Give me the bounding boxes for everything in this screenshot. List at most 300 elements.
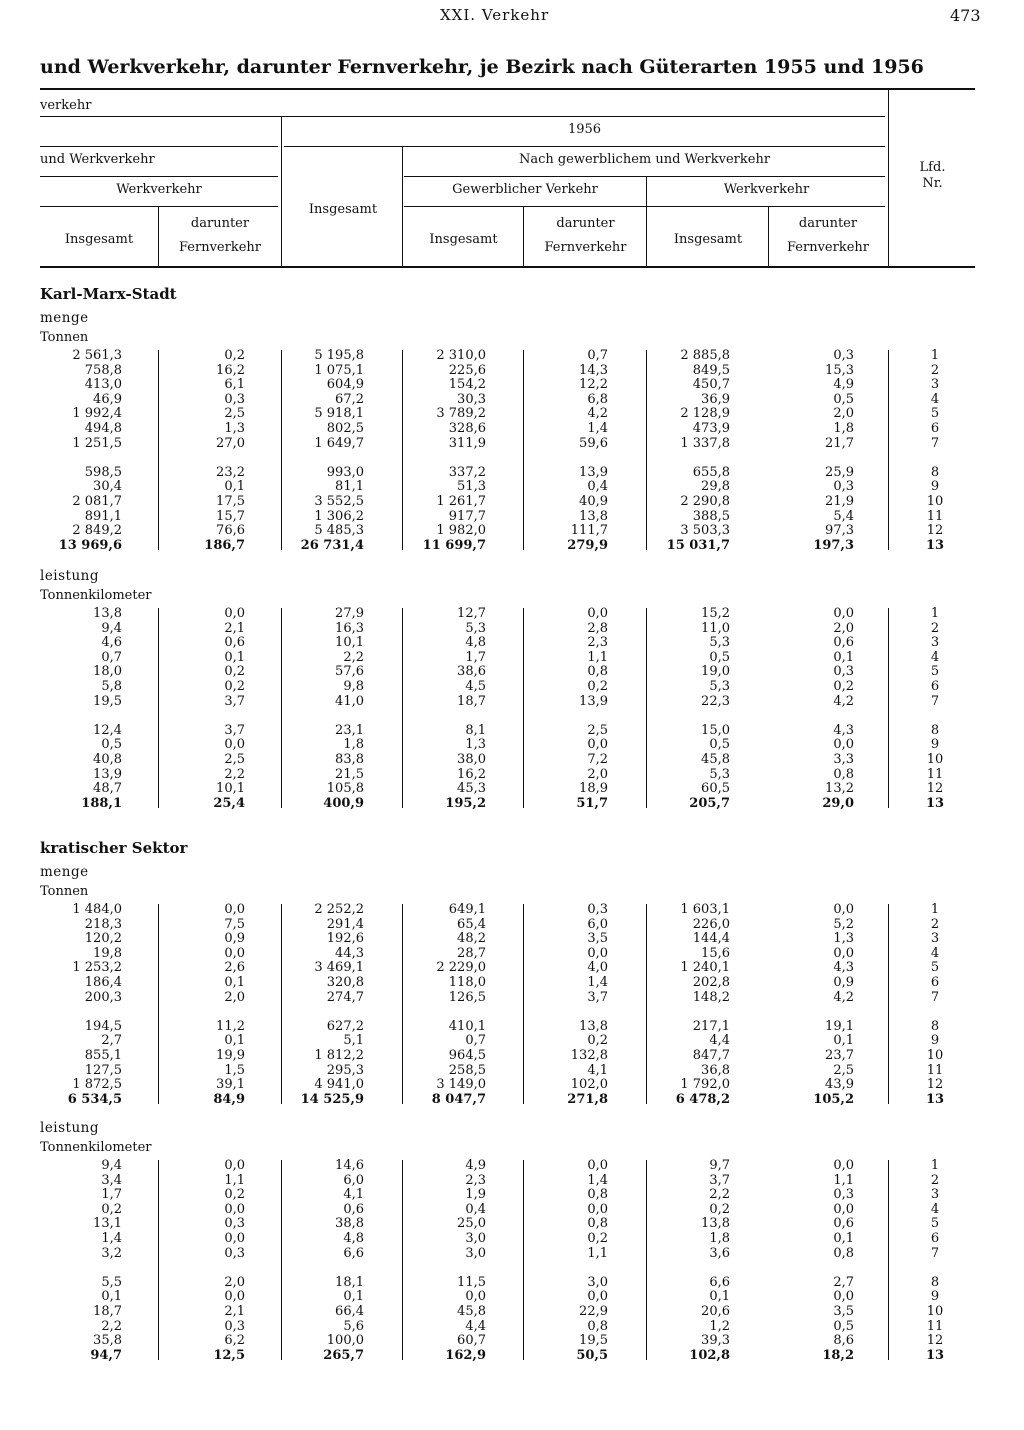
row-number: 7: [930, 435, 940, 451]
table-cell: 2,2: [101, 1318, 122, 1334]
table-row: [0, 1203, 1024, 1218]
table-cell: 6,0: [343, 1172, 364, 1188]
table-cell: 0,1: [833, 1230, 854, 1246]
table-cell: 337,2: [448, 464, 486, 480]
row-number: 4: [930, 945, 940, 961]
row-number: 1: [930, 606, 940, 621]
table-cell: 5,3: [709, 766, 730, 782]
table-row: [0, 1034, 1024, 1049]
table-cell: 19,5: [579, 1333, 608, 1349]
table-cell: 2,7: [101, 1033, 122, 1049]
table-cell: 1 261,7: [436, 493, 486, 509]
table-cell: 59,6: [579, 435, 608, 451]
table-cell: 14 525,9: [300, 1091, 364, 1107]
rule: [523, 608, 524, 808]
table-cell: 2 128,9: [680, 406, 730, 422]
row-gap: [0, 451, 1024, 466]
table-cell: 40,8: [93, 751, 122, 767]
header-darunter-werk: darunter: [798, 216, 858, 231]
table-cell: 84,9: [213, 1091, 245, 1107]
rule: [404, 206, 885, 207]
table-cell: 2,3: [587, 635, 608, 651]
table-cell: 0,0: [833, 606, 854, 621]
table-row: [0, 961, 1024, 976]
table-cell: 4,2: [833, 989, 854, 1005]
table-cell: 13,9: [93, 766, 122, 782]
table-cell: 0,0: [224, 1201, 245, 1217]
table-cell: 2 290,8: [680, 493, 730, 509]
table-row: [0, 364, 1024, 379]
table-cell: 0,0: [833, 902, 854, 917]
table-cell: 993,0: [326, 464, 364, 480]
row-number: 3: [930, 931, 940, 947]
table-cell: 188,1: [81, 795, 122, 811]
row-number: 6: [930, 974, 940, 990]
table-cell: 4,1: [343, 1187, 364, 1203]
table-cell: 1 075,1: [314, 362, 364, 378]
table-cell: 0,6: [343, 1201, 364, 1217]
table-cell: 0,1: [709, 1289, 730, 1305]
total-row: [0, 1093, 1024, 1108]
table-cell: 3,0: [465, 1230, 486, 1246]
table-title: und Werkverkehr, darunter Fernverkehr, je Bezirk nach Güterarten 1955 und 1956: [40, 56, 924, 78]
table-cell: 0,2: [587, 678, 608, 694]
table-cell: 8 047,7: [431, 1091, 486, 1107]
table-cell: 1,3: [465, 737, 486, 753]
table-cell: 202,8: [692, 974, 730, 990]
header-insgesamt-1956: Insgesamt: [308, 202, 378, 217]
table-cell: 60,7: [457, 1333, 486, 1349]
table-cell: 2,7: [833, 1274, 854, 1290]
table-cell: 1,4: [587, 974, 608, 990]
table-cell: 1,4: [587, 1172, 608, 1188]
table-row: [0, 1334, 1024, 1349]
table-cell: 2,5: [833, 1062, 854, 1078]
table-cell: 45,3: [457, 781, 486, 797]
header-darunter-gew: darunter: [556, 216, 615, 231]
table-cell: 2,5: [587, 722, 608, 738]
table-cell: 48,7: [93, 781, 122, 797]
table-cell: 2 849,2: [72, 523, 122, 539]
rule: [284, 146, 885, 147]
row-gap: [0, 1261, 1024, 1276]
table-cell: 11,0: [701, 620, 730, 636]
table-cell: 0,0: [833, 737, 854, 753]
header-insgesamt-gew: Insgesamt: [429, 232, 498, 247]
table-row: [0, 1320, 1024, 1335]
table-cell: 76,6: [216, 523, 245, 539]
table-cell: 65,4: [457, 916, 486, 932]
table-cell: 38,0: [457, 751, 486, 767]
table-row: [0, 947, 1024, 962]
table-cell: 35,8: [93, 1333, 122, 1349]
table-cell: 40,9: [579, 493, 608, 509]
table-row: [0, 510, 1024, 525]
table-cell: 6,2: [224, 1333, 245, 1349]
table-cell: 6 534,5: [67, 1091, 122, 1107]
table-cell: 400,9: [323, 795, 364, 811]
table-cell: 9,8: [343, 678, 364, 694]
row-number: 5: [930, 406, 940, 422]
row-number: 5: [930, 664, 940, 680]
table-cell: 0,1: [224, 1033, 245, 1049]
table-cell: 0,5: [833, 391, 854, 407]
table-cell: 81,1: [335, 479, 364, 495]
table-cell: 917,7: [448, 508, 486, 524]
table-cell: 2 229,0: [436, 960, 486, 976]
table-row: [0, 1020, 1024, 1035]
table-cell: 1 792,0: [680, 1077, 730, 1093]
table-cell: 0,0: [465, 1289, 486, 1305]
block-unit: Tonnen: [40, 330, 89, 345]
table-cell: 7,2: [587, 751, 608, 767]
table-cell: 3,5: [587, 931, 608, 947]
table-cell: 3,0: [465, 1245, 486, 1261]
row-number: 12: [926, 1077, 944, 1093]
rule: [646, 1160, 647, 1360]
table-cell: 5,4: [833, 508, 854, 524]
table-cell: 3 469,1: [314, 960, 364, 976]
table-cell: 2,2: [224, 766, 245, 782]
table-cell: 197,3: [813, 537, 854, 553]
rule: [402, 350, 403, 550]
table-cell: 5,6: [343, 1318, 364, 1334]
table-cell: 41,0: [335, 693, 364, 709]
table-cell: 19,5: [93, 693, 122, 709]
rule: [646, 350, 647, 550]
table-cell: 102,0: [570, 1077, 608, 1093]
table-cell: 0,2: [101, 1201, 122, 1217]
rule: [646, 176, 647, 266]
table-row: [0, 724, 1024, 739]
rule: [646, 904, 647, 1104]
section-title: Karl-Marx-Stadt: [40, 285, 177, 303]
table-cell: 51,3: [457, 479, 486, 495]
table-cell: 1,7: [101, 1187, 122, 1203]
table-row: [0, 349, 1024, 364]
table-cell: 20,6: [701, 1303, 730, 1319]
table-cell: 4,8: [465, 635, 486, 651]
table-cell: 120,2: [84, 931, 122, 947]
rule: [402, 1160, 403, 1360]
row-number: 13: [925, 1347, 945, 1363]
table-row: [0, 695, 1024, 710]
table-cell: 0,8: [833, 766, 854, 782]
rule: [40, 88, 975, 90]
table-cell: 2,6: [224, 960, 245, 976]
table-cell: 1 251,5: [72, 435, 122, 451]
table-cell: 105,2: [813, 1091, 854, 1107]
row-number: 13: [925, 1091, 945, 1107]
table-row: [0, 753, 1024, 768]
rule: [40, 116, 885, 117]
table-cell: 4,5: [465, 678, 486, 694]
table-row: [0, 378, 1024, 393]
row-number: 1: [930, 1158, 940, 1173]
table-cell: 2 885,8: [680, 348, 730, 363]
total-row: [0, 539, 1024, 554]
table-cell: 30,3: [457, 391, 486, 407]
table-cell: 0,2: [224, 348, 245, 363]
table-cell: 2,2: [343, 649, 364, 665]
table-cell: 0,3: [224, 1245, 245, 1261]
table-cell: 320,8: [326, 974, 364, 990]
rule: [404, 176, 885, 177]
table-cell: 4,4: [465, 1318, 486, 1334]
table-cell: 0,0: [587, 737, 608, 753]
table-row: [0, 480, 1024, 495]
table-cell: 105,8: [326, 781, 364, 797]
row-number: 3: [930, 1187, 940, 1203]
table-cell: 3,7: [224, 722, 245, 738]
rule: [402, 146, 403, 266]
table-row: [0, 466, 1024, 481]
table-row: [0, 1247, 1024, 1262]
table-cell: 11,5: [457, 1274, 486, 1290]
rule: [523, 904, 524, 1104]
table-cell: 118,0: [448, 974, 486, 990]
rule: [888, 350, 889, 550]
table-cell: 195,2: [445, 795, 486, 811]
table-cell: 802,5: [326, 420, 364, 436]
table-cell: 4,4: [709, 1033, 730, 1049]
table-cell: 0,0: [224, 1289, 245, 1305]
table-cell: 1 253,2: [72, 960, 122, 976]
table-cell: 1 649,7: [314, 435, 364, 451]
table-row: [0, 1232, 1024, 1247]
data-block: [0, 1159, 1024, 1363]
table-cell: 8,6: [833, 1333, 854, 1349]
rule: [158, 206, 159, 266]
data-block: [0, 903, 1024, 1107]
table-cell: 200,3: [84, 989, 122, 1005]
row-number: 1: [930, 348, 940, 363]
table-cell: 2,8: [587, 620, 608, 636]
table-cell: 226,0: [692, 916, 730, 932]
table-cell: 15,3: [825, 362, 854, 378]
table-cell: 258,5: [448, 1062, 486, 1078]
table-cell: 0,3: [833, 479, 854, 495]
table-cell: 13,1: [93, 1216, 122, 1232]
table-row: [0, 680, 1024, 695]
table-cell: 1,9: [465, 1187, 486, 1203]
table-cell: 1,4: [101, 1230, 122, 1246]
table-cell: 6,6: [343, 1245, 364, 1261]
rule: [40, 206, 278, 207]
table-cell: 271,8: [567, 1091, 608, 1107]
table-cell: 3 552,5: [314, 493, 364, 509]
table-cell: 13,9: [579, 464, 608, 480]
row-number: 12: [926, 523, 944, 539]
table-cell: 186,4: [84, 974, 122, 990]
table-row: [0, 407, 1024, 422]
table-cell: 891,1: [84, 508, 122, 524]
table-cell: 38,6: [457, 664, 486, 680]
table-cell: 5 918,1: [314, 406, 364, 422]
table-row: [0, 1174, 1024, 1189]
table-cell: 3,3: [833, 751, 854, 767]
table-cell: 13,2: [825, 781, 854, 797]
table-cell: 39,3: [701, 1333, 730, 1349]
block-label: menge: [40, 864, 89, 880]
table-cell: 2 081,7: [72, 493, 122, 509]
table-cell: 0,0: [224, 1158, 245, 1173]
table-row: [0, 932, 1024, 947]
table-cell: 1,8: [833, 420, 854, 436]
table-cell: 1 306,2: [314, 508, 364, 524]
table-row: [0, 1049, 1024, 1064]
table-cell: 0,8: [587, 1187, 608, 1203]
table-cell: 1,1: [587, 1245, 608, 1261]
block-unit: Tonnenkilometer: [40, 1140, 152, 1155]
table-cell: 2 252,2: [314, 902, 364, 917]
table-cell: 0,5: [709, 737, 730, 753]
table-cell: 2,0: [833, 620, 854, 636]
table-cell: 36,8: [701, 1062, 730, 1078]
table-cell: 1 603,1: [680, 902, 730, 917]
table-cell: 13,8: [93, 606, 122, 621]
header-werkverkehr-left: Werkverkehr: [116, 182, 202, 197]
table-cell: 964,5: [448, 1047, 486, 1063]
rule: [158, 350, 159, 550]
table-cell: 27,9: [335, 606, 364, 621]
table-cell: 30,4: [93, 479, 122, 495]
table-cell: 13,8: [579, 1018, 608, 1034]
table-cell: 2 310,0: [436, 348, 486, 363]
table-cell: 849,5: [692, 362, 730, 378]
header-darunter: darunter: [190, 216, 250, 231]
row-number: 11: [926, 766, 944, 782]
table-row: [0, 1188, 1024, 1203]
table-cell: 4,8: [343, 1230, 364, 1246]
table-cell: 15,7: [216, 508, 245, 524]
table-cell: 0,6: [833, 1216, 854, 1232]
table-cell: 0,3: [224, 1318, 245, 1334]
table-cell: 1,1: [833, 1172, 854, 1188]
header-lfd: Lfd.: [919, 160, 946, 175]
table-cell: 450,7: [692, 377, 730, 393]
table-cell: 604,9: [326, 377, 364, 393]
table-cell: 18,7: [93, 1303, 122, 1319]
block-unit: Tonnen: [40, 884, 89, 899]
table-cell: 25,4: [213, 795, 245, 811]
row-number: 4: [930, 1201, 940, 1217]
row-number: 4: [930, 649, 940, 665]
table-cell: 3,2: [101, 1245, 122, 1261]
table-cell: 2,0: [587, 766, 608, 782]
table-row: [0, 607, 1024, 622]
table-cell: 9,4: [101, 1158, 122, 1173]
table-cell: 100,0: [326, 1333, 364, 1349]
table-cell: 0,7: [465, 1033, 486, 1049]
table-cell: 1,8: [343, 737, 364, 753]
table-cell: 855,1: [84, 1047, 122, 1063]
row-gap: [0, 709, 1024, 724]
table-row: [0, 622, 1024, 637]
table-cell: 16,2: [457, 766, 486, 782]
table-cell: 0,6: [833, 635, 854, 651]
table-cell: 4,2: [587, 406, 608, 422]
row-number: 4: [930, 391, 940, 407]
table-cell: 1,4: [587, 420, 608, 436]
rule: [523, 1160, 524, 1360]
rule: [402, 608, 403, 808]
table-cell: 0,3: [833, 664, 854, 680]
table-cell: 0,4: [465, 1201, 486, 1217]
table-cell: 16,2: [216, 362, 245, 378]
table-cell: 847,7: [692, 1047, 730, 1063]
table-cell: 25,9: [825, 464, 854, 480]
table-cell: 102,8: [689, 1347, 730, 1363]
rule: [281, 608, 282, 808]
table-cell: 10,1: [216, 781, 245, 797]
table-cell: 3,6: [709, 1245, 730, 1261]
table-cell: 1 337,8: [680, 435, 730, 451]
table-cell: 0,2: [224, 1187, 245, 1203]
table-cell: 144,4: [692, 931, 730, 947]
table-cell: 22,9: [579, 1303, 608, 1319]
table-cell: 6,8: [587, 391, 608, 407]
table-cell: 3 789,2: [436, 406, 486, 422]
rule: [768, 206, 769, 266]
table-cell: 39,1: [216, 1077, 245, 1093]
table-cell: 15,2: [701, 606, 730, 621]
table-cell: 13,8: [579, 508, 608, 524]
table-cell: 13,8: [701, 1216, 730, 1232]
table-cell: 154,2: [448, 377, 486, 393]
table-cell: 295,3: [326, 1062, 364, 1078]
table-cell: 598,5: [84, 464, 122, 480]
table-cell: 14,6: [335, 1158, 364, 1173]
table-cell: 1,8: [709, 1230, 730, 1246]
table-cell: 5 485,3: [314, 523, 364, 539]
table-cell: 225,6: [448, 362, 486, 378]
row-number: 13: [925, 537, 945, 553]
table-cell: 162,9: [445, 1347, 486, 1363]
table-cell: 1,7: [465, 649, 486, 665]
header-gewerblicher-verkehr: Gewerblicher Verkehr: [452, 182, 598, 197]
table-cell: 21,5: [335, 766, 364, 782]
table-cell: 0,0: [833, 945, 854, 961]
header-und-werkverkehr: und Werkverkehr: [40, 152, 155, 167]
table-cell: 12,4: [93, 722, 122, 738]
table-cell: 2,5: [224, 406, 245, 422]
table-cell: 0,2: [224, 678, 245, 694]
table-row: [0, 1290, 1024, 1305]
table-cell: 19,1: [825, 1018, 854, 1034]
header-nr: Nr.: [922, 176, 943, 191]
row-number: 2: [930, 362, 940, 378]
row-number: 6: [930, 1230, 940, 1246]
table-cell: 8,1: [465, 722, 486, 738]
rule: [888, 88, 889, 268]
table-cell: 3 149,0: [436, 1077, 486, 1093]
table-cell: 29,0: [822, 795, 854, 811]
table-cell: 0,0: [224, 606, 245, 621]
row-number: 9: [930, 1289, 940, 1305]
table-cell: 0,8: [587, 1216, 608, 1232]
table-cell: 0,0: [224, 1230, 245, 1246]
table-cell: 0,4: [587, 479, 608, 495]
table-cell: 0,0: [587, 1289, 608, 1305]
total-row: [0, 1349, 1024, 1364]
block-label: leistung: [40, 568, 100, 584]
table-cell: 12,7: [457, 606, 486, 621]
table-cell: 29,8: [701, 479, 730, 495]
row-number: 8: [930, 464, 940, 480]
table-cell: 127,5: [84, 1062, 122, 1078]
table-cell: 410,1: [448, 1018, 486, 1034]
